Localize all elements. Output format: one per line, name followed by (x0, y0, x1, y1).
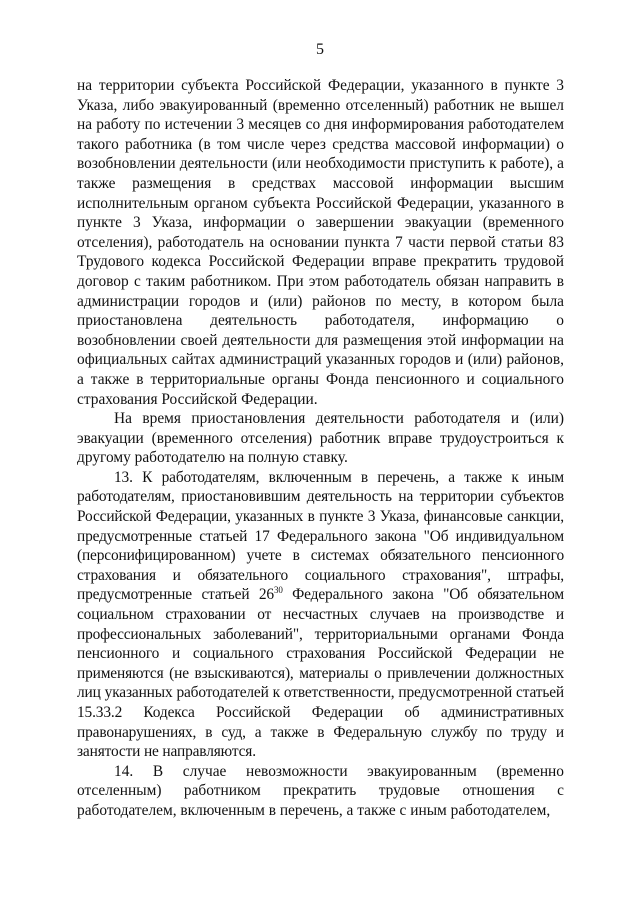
item-13-text-end: Федерального закона "Об обязательном социальном страховании от несчастных случаев на производстве и профессиональных заболеваний", территориальными органами Фонда пенсионного и социального страхования Российской Федерации не применяются (не взыскиваются), материалы о привлечении должностных лиц указанных работодателей к ответственности, предусмотренной статьей 15.33.2 Кодекса Российской Федерации об административных правонарушениях, в суд, а также в Федеральную службу по труду и занятости не направляются. (77, 586, 564, 761)
document-body (77, 76, 564, 821)
paragraph-item-14: 14. В случае невозможности эвакуированным (временно отселенным) работником прекратить трудовые отношения с работодателем, включенным в перечень, а также с иным работодателем, (77, 762, 564, 819)
paragraph-continuation: на территории субъекта Российской Федерации, указанного в пункте 3 Указа, либо эвакуированный (временно отселенный) работник не вышел на работу по истечении 3 месяцев со дня информирования работодателем такого работника (в том числе через средства массовой информации) о возобновлении деятельности (или необходимости приступить к работе), а также размещения в средствах массовой информации высшим исполнительным органом субъекта Российской Федерации, указанного в пункте 3 Указа, информации о завершении эвакуации (временного отселения), работодатель на основании пункта 7 части первой статьи 83 Трудового кодекса Российской Федерации вправе прекратить трудовой договор с таким работником. При этом работодатель обязан направить в администрации городов и (или) районов по месту, в котором была приостановлена деятельность работодателя, информацию о возобновлении своей деятельности для размещения этой информации на официальных сайтах администраций указанных городов и (или) районов, а также в территориальные органы Фонда пенсионного и социального страхования Российской Федерации. (77, 77, 564, 408)
page-number: 5 (316, 41, 324, 58)
paragraph-item-13 (77, 468, 564, 762)
paragraph-employment-right: На время приостановления деятельности работодателя и (или) эвакуации (временного отселения) работник вправе трудоустроиться к другому работодателю на полную ставку. (77, 410, 564, 467)
item-13-text-start: 13. К работодателям, включенным в перечень, а также к иным работодателям, приостановившим деятельность на территории субъектов Российской Федерации, указанных в пункте 3 Указа, финансовые санкции, предусмотренные статьей 17 Федерального закона "Об индивидуальном (персонифицированном) учете в системах обязательного пенсионного страхования и обязательного социального страхования", штрафы, предусмотренные статьей 26 (77, 468, 564, 604)
article-superscript: 30 (273, 585, 283, 596)
